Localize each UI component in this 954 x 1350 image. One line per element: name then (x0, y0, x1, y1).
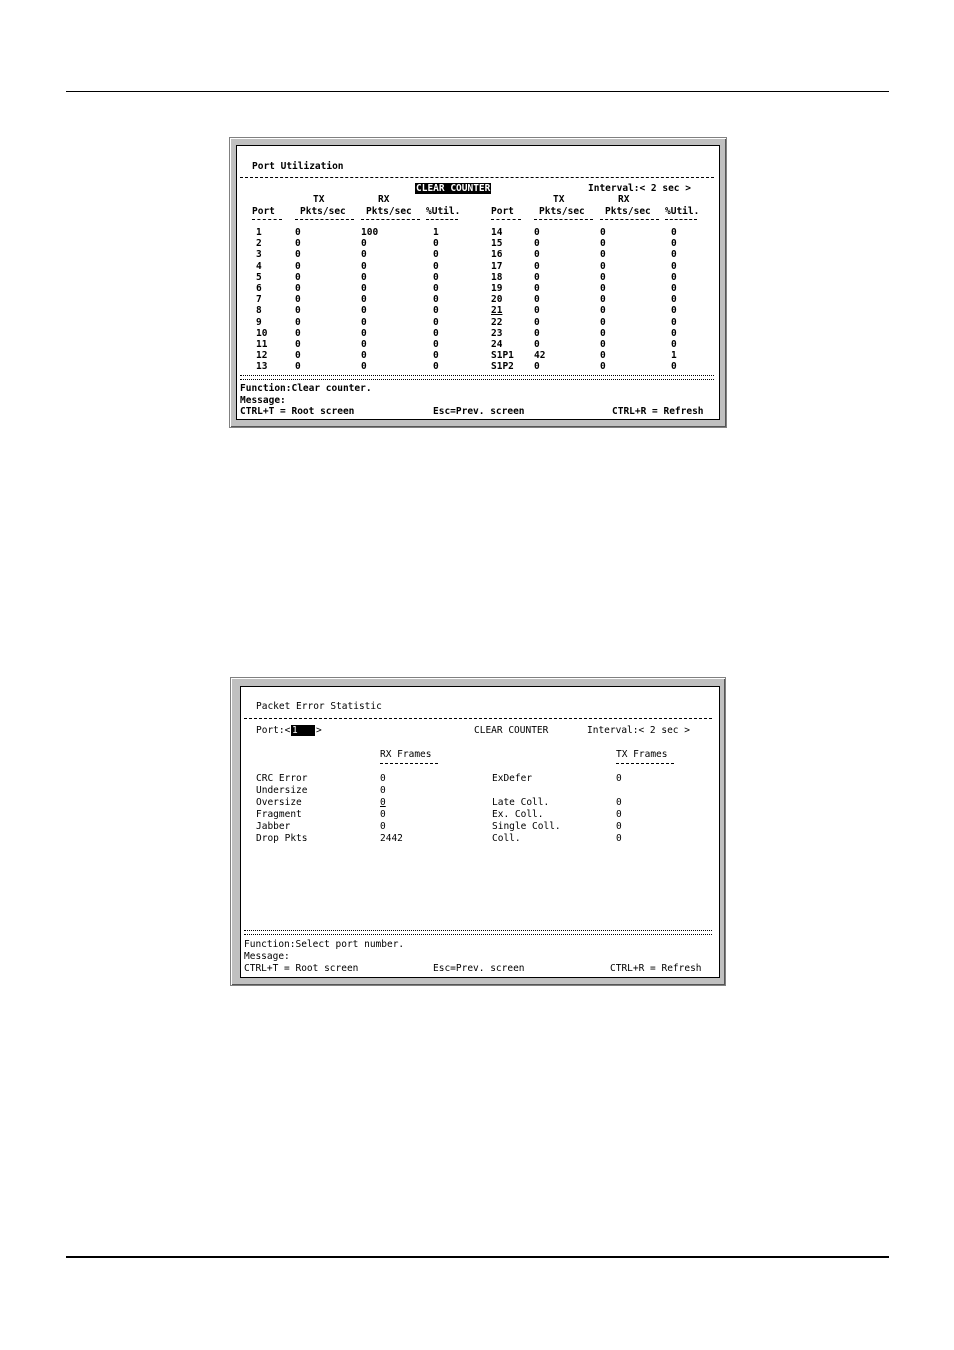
header-pkts-tx-left: Pkts/sec (300, 206, 346, 217)
rx-cell: 0 (600, 316, 606, 328)
port-cell: 2 (256, 238, 262, 250)
tx-label: Coll. (492, 833, 521, 844)
tx-cell: 0 (534, 316, 540, 328)
util-cell: 0 (433, 238, 439, 250)
tx-label: Single Coll. (492, 821, 561, 832)
rx-cell: 0 (600, 305, 606, 317)
col-underline (361, 219, 420, 220)
util-cell: 0 (671, 271, 677, 283)
port-cell: 6 (256, 283, 262, 294)
prev-screen-hint: Esc=Prev. screen (433, 406, 525, 417)
port-cell: 24 (491, 339, 503, 350)
header-tx-left: TX (313, 194, 325, 205)
port-cell: 9 (256, 316, 262, 328)
header-util-left: %Util. (426, 206, 461, 217)
util-cell: 0 (671, 327, 677, 339)
tx-cell: 0 (534, 283, 540, 294)
port-cell: 4 (256, 260, 262, 272)
tx-cell: 0 (534, 260, 540, 272)
tx-cell: 0 (295, 249, 301, 261)
page-title: Packet Error Statistic (256, 701, 382, 712)
header-pkts-tx-right: Pkts/sec (539, 206, 585, 217)
rx-cell: 0 (361, 316, 367, 328)
port-cell: 10 (256, 327, 268, 339)
interval-selector[interactable]: Interval:< 2 sec > (587, 725, 690, 736)
port-cell: 13 (256, 361, 268, 373)
interval-selector[interactable]: Interval:< 2 sec > (588, 183, 691, 194)
tx-underline (616, 763, 674, 764)
rx-cell: 0 (600, 283, 606, 294)
port-cell: 1 (256, 227, 262, 238)
col-underline (534, 219, 593, 220)
rx-label: Drop Pkts (256, 833, 308, 844)
port-cell: 3 (256, 249, 262, 261)
col-underline (252, 219, 282, 220)
rx-cell: 0 (361, 327, 367, 339)
header-port-right: Port (491, 206, 514, 217)
footer-separator (240, 375, 714, 380)
tx-cell: 0 (295, 271, 301, 283)
header-pkts-rx-left: Pkts/sec (366, 206, 412, 217)
root-screen-hint: CTRL+T = Root screen (240, 406, 355, 417)
footer-separator (244, 930, 712, 935)
terminal-screen (236, 145, 720, 420)
refresh-hint: CTRL+R = Refresh (612, 406, 704, 417)
tx-cell: 42 (534, 350, 546, 362)
port-label: Port:< (256, 725, 291, 736)
message-line: Message: (240, 395, 286, 406)
port-cell: 19 (491, 283, 503, 294)
tx-cell: 0 (534, 327, 540, 339)
rx-label: CRC Error (256, 773, 308, 784)
tx-label: ExDefer (492, 773, 533, 784)
rx-cell: 0 (600, 238, 606, 250)
rx-label: Jabber (256, 821, 291, 832)
port-cell: 22 (491, 316, 503, 328)
tx-cell: 0 (295, 238, 301, 250)
col-underline (600, 219, 659, 220)
rx-cell: 0 (600, 227, 606, 238)
rx-cell: 0 (600, 294, 606, 306)
rx-value: 0 (380, 785, 386, 796)
rx-underline (380, 763, 438, 764)
root-screen-hint: CTRL+T = Root screen (244, 963, 359, 974)
header-pkts-rx-right: Pkts/sec (605, 206, 651, 217)
prev-screen-hint: Esc=Prev. screen (433, 963, 525, 974)
rx-value: 0 (380, 809, 386, 820)
tx-cell: 0 (295, 305, 301, 317)
tx-cell: 0 (295, 294, 301, 306)
port-close: > (316, 725, 322, 736)
tx-cell: 0 (295, 227, 301, 238)
rx-cell: 0 (361, 238, 367, 250)
util-cell: 0 (671, 361, 677, 373)
tx-cell: 0 (534, 271, 540, 283)
tx-cell: 0 (295, 327, 301, 339)
tx-value: 0 (616, 809, 622, 820)
tx-cell: 0 (295, 350, 301, 362)
util-cell: 0 (671, 316, 677, 328)
util-cell: 0 (671, 260, 677, 272)
title-separator (244, 718, 712, 719)
rx-cell: 0 (361, 350, 367, 362)
tx-cell: 0 (534, 227, 540, 238)
rx-cell: 0 (361, 283, 367, 294)
port-cell: 18 (491, 271, 503, 283)
rx-cell: 0 (600, 350, 606, 362)
rx-cell: 0 (600, 361, 606, 373)
rx-cell: 0 (361, 294, 367, 306)
rx-cell: 0 (361, 249, 367, 261)
util-cell: 0 (433, 339, 439, 350)
rx-label: Oversize (256, 797, 302, 808)
util-cell: 0 (671, 283, 677, 294)
port-cell: 23 (491, 327, 503, 339)
col-underline (295, 219, 354, 220)
util-cell: 0 (671, 238, 677, 250)
tx-cell: 0 (295, 260, 301, 272)
util-cell: 0 (433, 294, 439, 306)
rx-label: Fragment (256, 809, 302, 820)
function-line: Function:Clear counter. (240, 383, 372, 394)
port-cell[interactable]: 21 (491, 305, 503, 317)
util-cell: 0 (433, 350, 439, 362)
port-cell: 20 (491, 294, 503, 306)
util-cell: 0 (433, 361, 439, 373)
rx-cell: 0 (361, 361, 367, 373)
rx-value: 0 (380, 773, 386, 784)
util-cell: 0 (671, 339, 677, 350)
rx-value: 2442 (380, 833, 403, 844)
util-cell: 1 (671, 350, 677, 362)
tx-value: 0 (616, 797, 622, 808)
function-line: Function:Select port number. (244, 939, 405, 950)
rx-cell: 0 (361, 271, 367, 283)
header-rx-left: RX (378, 194, 390, 205)
rx-frames-header: RX Frames (380, 749, 432, 760)
clear-counter-button[interactable]: CLEAR COUNTER (474, 725, 549, 736)
util-cell: 0 (433, 271, 439, 283)
port-cell: S1P1 (491, 350, 514, 362)
header-port-left: Port (252, 206, 275, 217)
tx-cell: 0 (295, 361, 301, 373)
port-utilization-window (229, 137, 727, 428)
util-cell: 0 (433, 260, 439, 272)
rx-label: Undersize (256, 785, 308, 796)
col-underline (426, 219, 458, 220)
tx-value: 0 (616, 821, 622, 832)
tx-cell: 0 (534, 249, 540, 261)
port-cell: 5 (256, 271, 262, 283)
tx-cell: 0 (295, 283, 301, 294)
rx-cell: 0 (600, 339, 606, 350)
rx-value[interactable]: 0 (380, 797, 386, 808)
port-cell: 11 (256, 339, 268, 350)
port-cell: 17 (491, 260, 503, 272)
port-cell: 16 (491, 249, 503, 261)
tx-label: Ex. Coll. (492, 809, 544, 820)
rx-cell: 100 (361, 227, 379, 238)
port-cell: 7 (256, 294, 262, 306)
tx-cell: 0 (534, 339, 540, 350)
util-cell: 0 (671, 305, 677, 317)
clear-counter-button[interactable]: CLEAR COUNTER (416, 183, 491, 194)
tx-cell: 0 (295, 316, 301, 328)
util-cell: 1 (433, 227, 439, 238)
header-rx-right: RX (618, 194, 630, 205)
header-util-right: %Util. (665, 206, 700, 217)
util-cell: 0 (671, 294, 677, 306)
terminal-screen (240, 686, 720, 978)
footer-rule (66, 1256, 889, 1258)
rx-value: 0 (380, 821, 386, 832)
header-tx-right: TX (553, 194, 565, 205)
port-cell: 14 (491, 227, 503, 238)
title-separator (240, 177, 714, 178)
tx-cell: 0 (534, 361, 540, 373)
tx-cell: 0 (534, 238, 540, 250)
util-cell: 0 (671, 227, 677, 238)
rx-cell: 0 (600, 249, 606, 261)
rx-cell: 0 (361, 305, 367, 317)
tx-cell: 0 (295, 339, 301, 350)
util-cell: 0 (433, 283, 439, 294)
refresh-hint: CTRL+R = Refresh (610, 963, 702, 974)
tx-value: 0 (616, 833, 622, 844)
rx-cell: 0 (361, 260, 367, 272)
tx-label: Late Coll. (492, 797, 550, 808)
tx-value: 0 (616, 773, 622, 784)
rx-cell: 0 (361, 339, 367, 350)
port-cell: 8 (256, 305, 262, 317)
header-rule (66, 91, 889, 92)
util-cell: 0 (433, 327, 439, 339)
col-underline (665, 219, 697, 220)
rx-cell: 0 (600, 327, 606, 339)
port-cell: 12 (256, 350, 268, 362)
tx-frames-header: TX Frames (616, 749, 668, 760)
col-underline (491, 219, 521, 220)
rx-cell: 0 (600, 271, 606, 283)
port-cell: S1P2 (491, 361, 514, 373)
page-title: Port Utilization (252, 161, 344, 172)
util-cell: 0 (433, 305, 439, 317)
util-cell: 0 (671, 249, 677, 261)
rx-cell: 0 (600, 260, 606, 272)
util-cell: 0 (433, 249, 439, 261)
packet-error-window (230, 677, 726, 986)
port-cell: 15 (491, 238, 503, 250)
port-selector[interactable]: 1 (291, 725, 315, 736)
tx-cell: 0 (534, 305, 540, 317)
message-line: Message: (244, 951, 290, 962)
util-cell: 0 (433, 316, 439, 328)
tx-cell: 0 (534, 294, 540, 306)
